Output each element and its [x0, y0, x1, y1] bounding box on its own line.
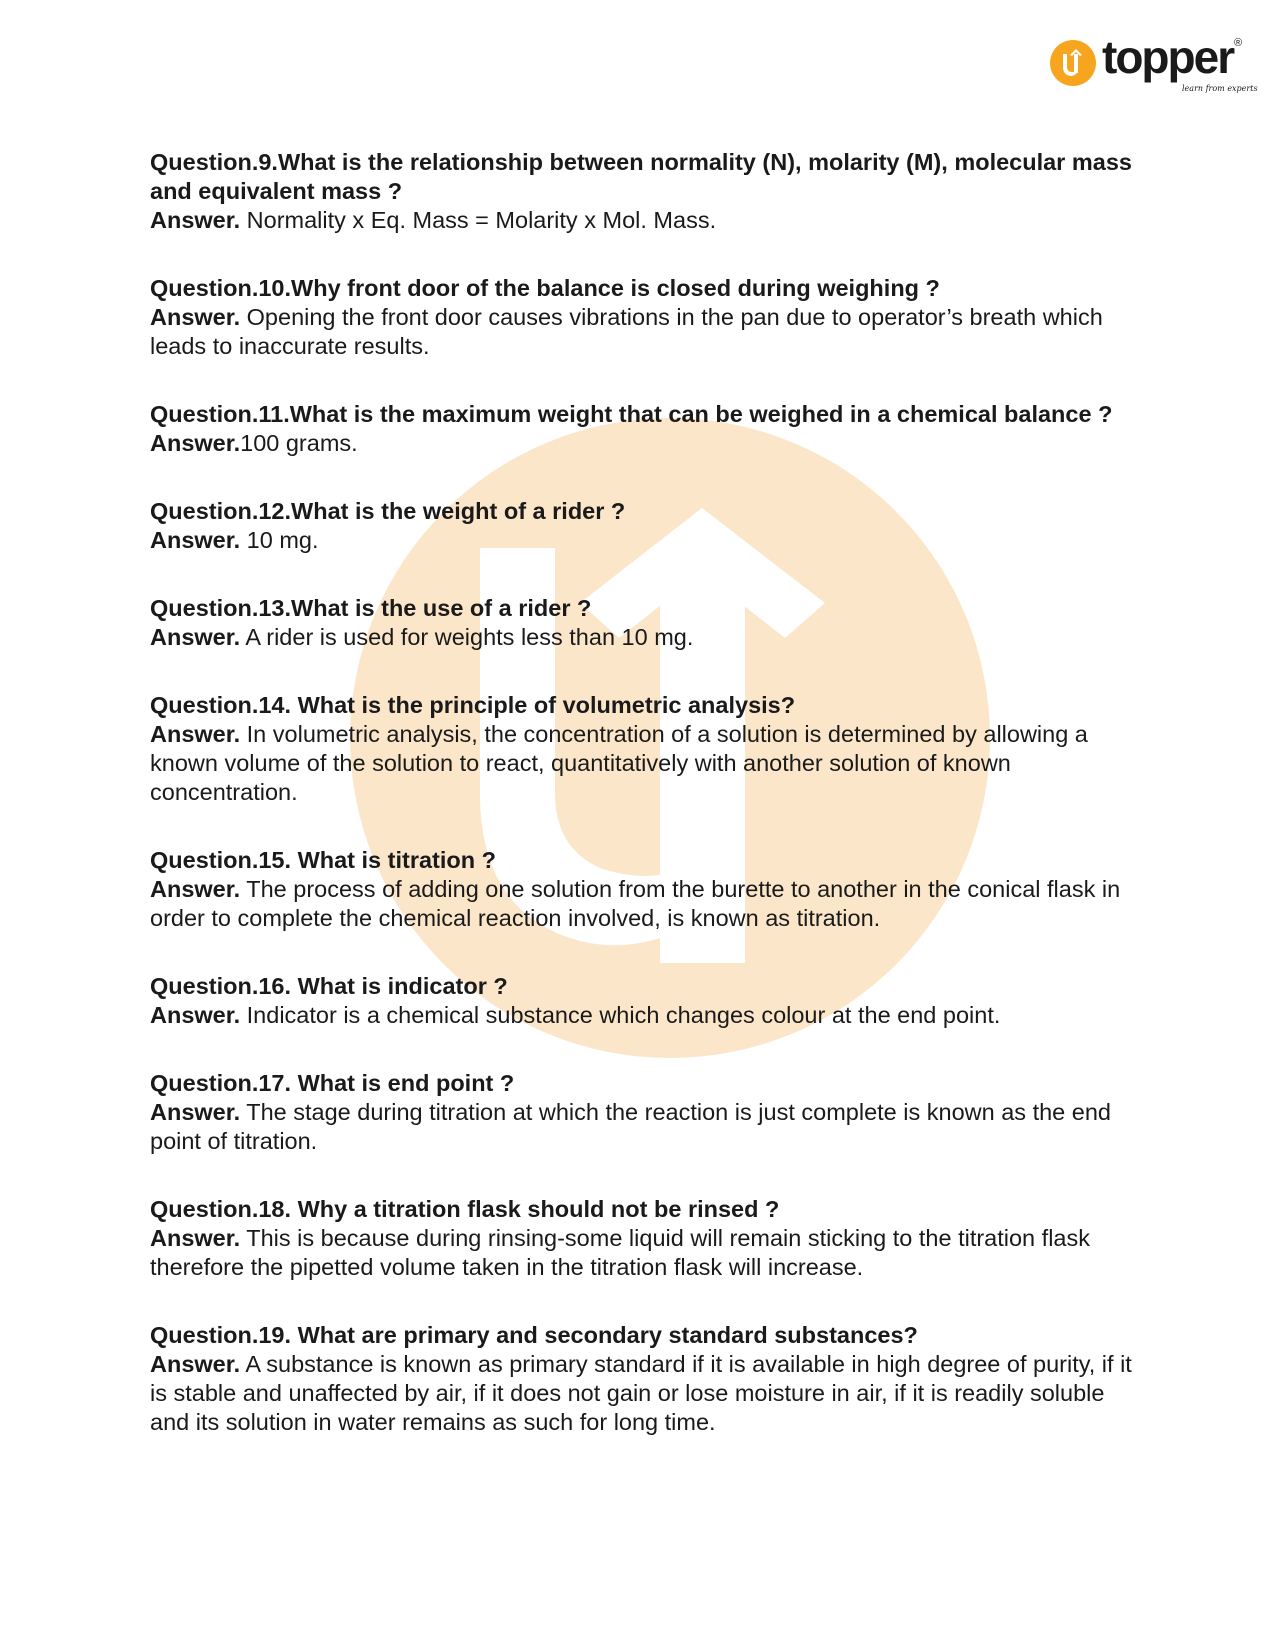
qa-item [150, 148, 1140, 235]
answer-label: Answer. [150, 1099, 241, 1125]
answer-block [150, 875, 1140, 933]
answer-text: 10 mg. [240, 527, 319, 553]
question-text: Question.13.What is the use of a rider ? [150, 595, 592, 621]
qa-item [150, 594, 1140, 652]
answer-block [150, 623, 1140, 652]
brand-name: topper [1102, 31, 1234, 83]
qa-item [150, 1195, 1140, 1282]
qa-list [150, 148, 1140, 1476]
brand-tagline: learn from experts [1182, 84, 1258, 93]
question-text: Question.19. What are primary and secondary standard substances? [150, 1322, 918, 1348]
answer-block [150, 303, 1140, 361]
question-text: Question.11.What is the maximum weight that can be weighed in a chemical balance ? [150, 401, 1113, 427]
answer-text: Normality x Eq. Mass = Molarity x Mol. Mass. [240, 207, 717, 233]
answer-block [150, 720, 1140, 807]
question-text: Question.15. What is titration ? [150, 847, 496, 873]
answer-label: Answer. [150, 721, 241, 747]
question-text: Question.18. Why a titration flask should not be rinsed ? [150, 1196, 780, 1222]
answer-label: Answer. [150, 1225, 241, 1251]
answer-text: In volumetric analysis, the concentration of a solution is determined by allowing a known volume of the solution to react, quantitatively with another solution of known concentration. [150, 721, 1088, 805]
question-text: Question.16. What is indicator ? [150, 973, 508, 999]
answer-block [150, 429, 1140, 458]
qa-item [150, 846, 1140, 933]
question-text: Question.14. What is the principle of volumetric analysis? [150, 692, 796, 718]
u-logo-icon [1050, 40, 1096, 86]
qa-item [150, 274, 1140, 361]
answer-label: Answer. [150, 624, 241, 650]
answer-label: Answer. [150, 527, 241, 553]
answer-text: A rider is used for weights less than 10 mg. [240, 624, 694, 650]
answer-label: Answer. [150, 1351, 241, 1377]
topper-logo [1050, 31, 1258, 100]
question-text: Question.9.What is the relationship between normality (N), molarity (M), molecular mass and equivalent mass ? [150, 149, 1132, 204]
answer-block [150, 206, 1140, 235]
answer-text: A substance is known as primary standard if it is available in high degree of purity, if it is stable and unaffected by air, if it does not gain or lose moisture in air, if it is readily soluble and its solution in water remains as such for long time. [150, 1351, 1132, 1435]
qa-item [150, 1321, 1140, 1437]
question-text: Question.10.Why front door of the balance is closed during weighing ? [150, 275, 940, 301]
answer-block [150, 1224, 1140, 1282]
answer-block [150, 1098, 1140, 1156]
answer-text: Opening the front door causes vibrations in the pan due to operator’s breath which leads to inaccurate results. [150, 304, 1103, 359]
answer-text: The stage during titration at which the reaction is just complete is known as the end point of titration. [150, 1099, 1111, 1154]
answer-label: Answer. [150, 1002, 241, 1028]
qa-item [150, 400, 1140, 458]
answer-block [150, 1350, 1140, 1437]
qa-item [150, 497, 1140, 555]
answer-block [150, 1001, 1140, 1030]
qa-item [150, 691, 1140, 807]
question-text: Question.12.What is the weight of a rider ? [150, 498, 626, 524]
qa-item [150, 972, 1140, 1030]
answer-text: 100 grams. [240, 430, 358, 456]
question-text: Question.17. What is end point ? [150, 1070, 515, 1096]
answer-text: Indicator is a chemical substance which changes colour at the end point. [240, 1002, 1001, 1028]
registered-mark: ® [1234, 37, 1243, 49]
answer-label: Answer. [150, 207, 241, 233]
answer-label: Answer. [150, 876, 241, 902]
answer-text: The process of adding one solution from the burette to another in the conical flask in order to complete the chemical reaction involved, is known as titration. [150, 876, 1121, 931]
answer-label: Answer. [150, 430, 241, 456]
answer-text: This is because during rinsing-some liquid will remain sticking to the titration flask therefore the pipetted volume taken in the titration flask will increase. [150, 1225, 1090, 1280]
qa-item [150, 1069, 1140, 1156]
answer-block [150, 526, 1140, 555]
answer-label: Answer. [150, 304, 241, 330]
